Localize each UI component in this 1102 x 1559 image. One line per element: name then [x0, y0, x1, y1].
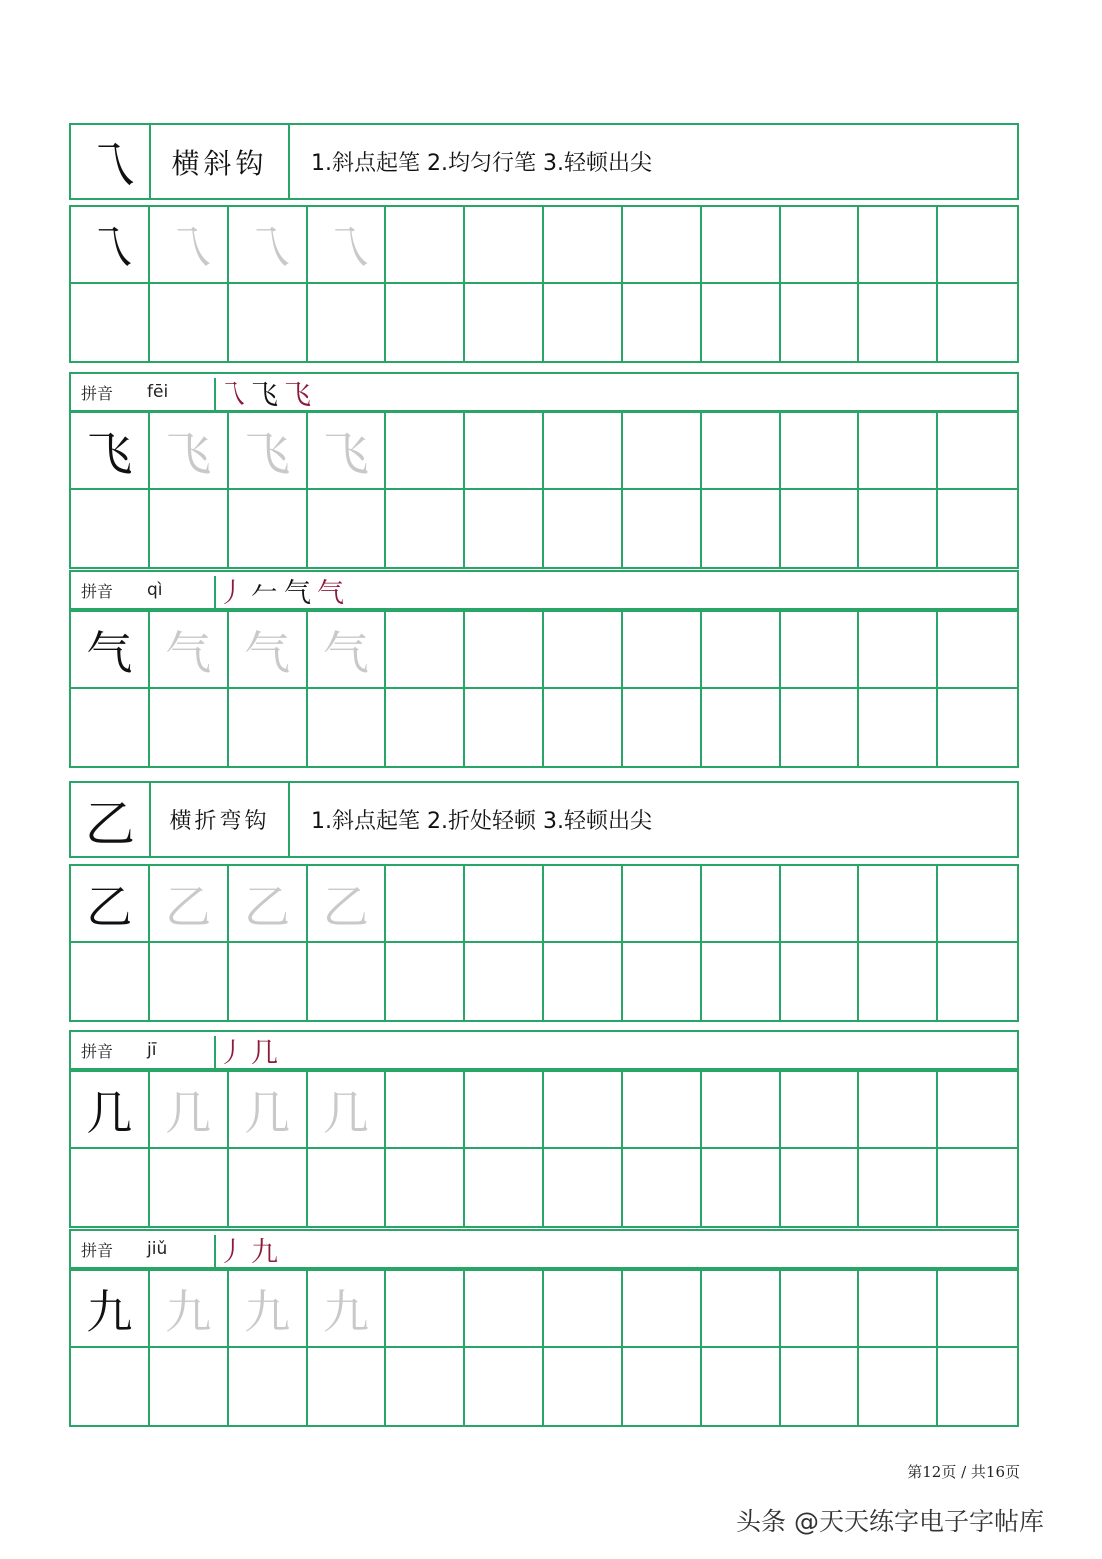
practice-cell: [386, 284, 465, 361]
practice-cell: [859, 490, 938, 567]
practice-cell: [465, 612, 544, 689]
practice-cell: [781, 866, 860, 943]
stroke-step: 九: [251, 1236, 278, 1268]
model-char: 乁: [71, 207, 150, 284]
practice-cell: [465, 1072, 544, 1149]
practice-cell: [386, 943, 465, 1020]
trace-char: 九: [308, 1271, 387, 1348]
stroke-header-1: [69, 123, 1019, 200]
model-char: 乙: [71, 866, 150, 943]
practice-cell: [308, 284, 387, 361]
stroke-order: [218, 374, 311, 410]
practice-cell: [386, 1072, 465, 1149]
trace-char: 乁: [308, 207, 387, 284]
practice-cell: [465, 284, 544, 361]
model-char: 九: [71, 1271, 150, 1348]
practice-cell: [938, 866, 1017, 943]
pinyin-label: 拼音: [81, 581, 114, 601]
practice-cell: [71, 1348, 150, 1425]
stroke-tips: 1.斜点起笔 2.均匀行笔 3.轻顿出尖: [311, 151, 652, 176]
trace-char: 气: [229, 612, 308, 689]
trace-char: 几: [229, 1072, 308, 1149]
practice-cell: [623, 207, 702, 284]
practice-cell: [150, 284, 229, 361]
practice-cell: [781, 1072, 860, 1149]
pinyin-label: 拼音: [81, 383, 114, 403]
stroke-order: [218, 572, 344, 608]
practice-cell: [150, 1348, 229, 1425]
practice-cell: [702, 1149, 781, 1226]
practice-cell: [465, 490, 544, 567]
practice-cell: [702, 1348, 781, 1425]
practice-cell: [623, 1149, 702, 1226]
stroke-char: 乙: [71, 783, 151, 856]
practice-cell: [544, 943, 623, 1020]
model-char: 飞: [71, 413, 150, 490]
practice-cell: [859, 1271, 938, 1348]
practice-cell: [938, 1348, 1017, 1425]
practice-cell: [544, 413, 623, 490]
practice-cell: [623, 413, 702, 490]
divider: [214, 1036, 216, 1070]
practice-cell: [781, 1348, 860, 1425]
model-char: 气: [71, 612, 150, 689]
practice-cell: [623, 612, 702, 689]
practice-cell: [465, 207, 544, 284]
practice-cell: [544, 689, 623, 766]
stroke-name: 横斜钩: [151, 125, 290, 198]
practice-cell: [544, 612, 623, 689]
practice-cell: [465, 689, 544, 766]
practice-cell: [859, 866, 938, 943]
stroke-char: 乁: [71, 125, 151, 198]
practice-cell: [702, 413, 781, 490]
practice-cell: [308, 689, 387, 766]
pinyin-value: fēi: [147, 382, 169, 402]
practice-cell: [544, 1271, 623, 1348]
practice-cell: [465, 943, 544, 1020]
practice-cell: [229, 1348, 308, 1425]
practice-cell: [702, 866, 781, 943]
practice-cell: [465, 1348, 544, 1425]
practice-cell: [623, 943, 702, 1020]
stroke-step: 乁: [218, 379, 245, 411]
pinyin-label: 拼音: [81, 1041, 114, 1061]
practice-cell: [781, 612, 860, 689]
practice-cell: [386, 1348, 465, 1425]
practice-cell: [386, 866, 465, 943]
trace-char: 九: [150, 1271, 229, 1348]
practice-cell: [386, 1149, 465, 1226]
practice-cell: [938, 490, 1017, 567]
pinyin-bar: [69, 372, 1019, 412]
pinyin-bar: [69, 1030, 1019, 1070]
practice-cell: [781, 943, 860, 1020]
trace-char: 气: [308, 612, 387, 689]
pinyin-value: qì: [147, 580, 163, 600]
practice-cell: [465, 413, 544, 490]
practice-cell: [544, 1348, 623, 1425]
practice-cell: [71, 943, 150, 1020]
practice-cell: [465, 866, 544, 943]
practice-cell: [623, 689, 702, 766]
practice-cell: [859, 1348, 938, 1425]
stroke-step: 丿: [218, 1236, 245, 1268]
practice-cell: [623, 866, 702, 943]
practice-cell: [859, 689, 938, 766]
trace-char: 几: [308, 1072, 387, 1149]
pinyin-value: jiǔ: [147, 1239, 168, 1259]
pinyin-label: 拼音: [81, 1240, 114, 1260]
practice-cell: [623, 1072, 702, 1149]
practice-cell: [781, 1271, 860, 1348]
practice-cell: [623, 1271, 702, 1348]
practice-cell: [150, 1149, 229, 1226]
pinyin-bar: [69, 1229, 1019, 1269]
divider: [214, 1235, 216, 1269]
practice-cell: [386, 1271, 465, 1348]
practice-cell: [781, 689, 860, 766]
practice-cell: [702, 612, 781, 689]
practice-cell: [938, 207, 1017, 284]
practice-cell: [308, 490, 387, 567]
practice-cell: [71, 490, 150, 567]
practice-cell: [702, 1271, 781, 1348]
practice-cell: [859, 1072, 938, 1149]
practice-cell: [859, 284, 938, 361]
practice-cell: [938, 1271, 1017, 1348]
practice-cell: [544, 1072, 623, 1149]
stroke-step: 𠂉: [251, 577, 278, 609]
practice-cell: [623, 1348, 702, 1425]
practice-cell: [229, 1149, 308, 1226]
practice-cell: [859, 207, 938, 284]
practice-cell: [702, 689, 781, 766]
practice-cell: [71, 284, 150, 361]
stroke-tips: 1.斜点起笔 2.折处轻顿 3.轻顿出尖: [311, 809, 652, 834]
practice-cell: [938, 612, 1017, 689]
practice-cell: [859, 943, 938, 1020]
trace-char: 乁: [150, 207, 229, 284]
stroke-step: 几: [251, 1037, 278, 1069]
practice-cell: [781, 207, 860, 284]
practice-cell: [859, 612, 938, 689]
practice-cell: [702, 1072, 781, 1149]
practice-cell: [386, 490, 465, 567]
practice-cell: [623, 284, 702, 361]
stroke-step: 飞: [251, 379, 278, 411]
practice-grid: [69, 1269, 1019, 1427]
stroke-step: 飞: [284, 379, 311, 411]
practice-cell: [544, 207, 623, 284]
practice-grid: [69, 610, 1019, 768]
practice-cell: [623, 490, 702, 567]
practice-cell: [71, 689, 150, 766]
practice-cell: [781, 413, 860, 490]
practice-cell: [229, 943, 308, 1020]
practice-cell: [150, 943, 229, 1020]
stroke-step: 丿: [218, 577, 245, 609]
practice-cell: [386, 612, 465, 689]
practice-cell: [938, 689, 1017, 766]
practice-cell: [308, 943, 387, 1020]
practice-cell: [781, 284, 860, 361]
practice-cell: [702, 207, 781, 284]
pinyin-bar: [69, 570, 1019, 610]
practice-grid: [69, 205, 1019, 363]
practice-cell: [938, 1072, 1017, 1149]
practice-cell: [71, 1149, 150, 1226]
trace-char: 九: [229, 1271, 308, 1348]
practice-cell: [702, 943, 781, 1020]
practice-cell: [544, 1149, 623, 1226]
trace-char: 飞: [150, 413, 229, 490]
practice-cell: [938, 943, 1017, 1020]
practice-cell: [781, 1149, 860, 1226]
trace-char: 气: [150, 612, 229, 689]
trace-char: 乙: [150, 866, 229, 943]
stroke-header-2: [69, 781, 1019, 858]
practice-cell: [859, 413, 938, 490]
practice-cell: [702, 490, 781, 567]
practice-grid: [69, 1070, 1019, 1228]
practice-cell: [229, 689, 308, 766]
trace-char: 乁: [229, 207, 308, 284]
practice-cell: [229, 284, 308, 361]
practice-cell: [229, 490, 308, 567]
practice-cell: [938, 284, 1017, 361]
practice-cell: [781, 490, 860, 567]
stroke-step: 丿: [218, 1037, 245, 1069]
practice-grid: [69, 864, 1019, 1022]
practice-cell: [859, 1149, 938, 1226]
practice-grid: [69, 411, 1019, 569]
practice-cell: [150, 490, 229, 567]
divider: [214, 576, 216, 610]
practice-cell: [544, 284, 623, 361]
trace-char: 飞: [229, 413, 308, 490]
stroke-order: [218, 1231, 278, 1267]
trace-char: 飞: [308, 413, 387, 490]
practice-cell: [308, 1348, 387, 1425]
practice-cell: [465, 1271, 544, 1348]
practice-cell: [308, 1149, 387, 1226]
practice-cell: [386, 413, 465, 490]
practice-cell: [150, 689, 229, 766]
stroke-name: 横折弯钩: [151, 783, 290, 856]
practice-cell: [465, 1149, 544, 1226]
trace-char: 乙: [308, 866, 387, 943]
practice-cell: [938, 1149, 1017, 1226]
page-number: 第12页 / 共16页: [907, 1462, 1020, 1481]
practice-cell: [544, 490, 623, 567]
practice-cell: [938, 413, 1017, 490]
stroke-step: 气: [317, 577, 344, 609]
practice-cell: [386, 689, 465, 766]
trace-char: 乙: [229, 866, 308, 943]
stroke-order: [218, 1032, 278, 1068]
practice-cell: [544, 866, 623, 943]
trace-char: 几: [150, 1072, 229, 1149]
stroke-step: 气: [284, 577, 311, 609]
divider: [214, 378, 216, 412]
watermark: 头条 @天天练字电子字帖库: [736, 1507, 1044, 1536]
model-char: 几: [71, 1072, 150, 1149]
practice-cell: [386, 207, 465, 284]
pinyin-value: jī: [147, 1040, 157, 1060]
practice-cell: [702, 284, 781, 361]
